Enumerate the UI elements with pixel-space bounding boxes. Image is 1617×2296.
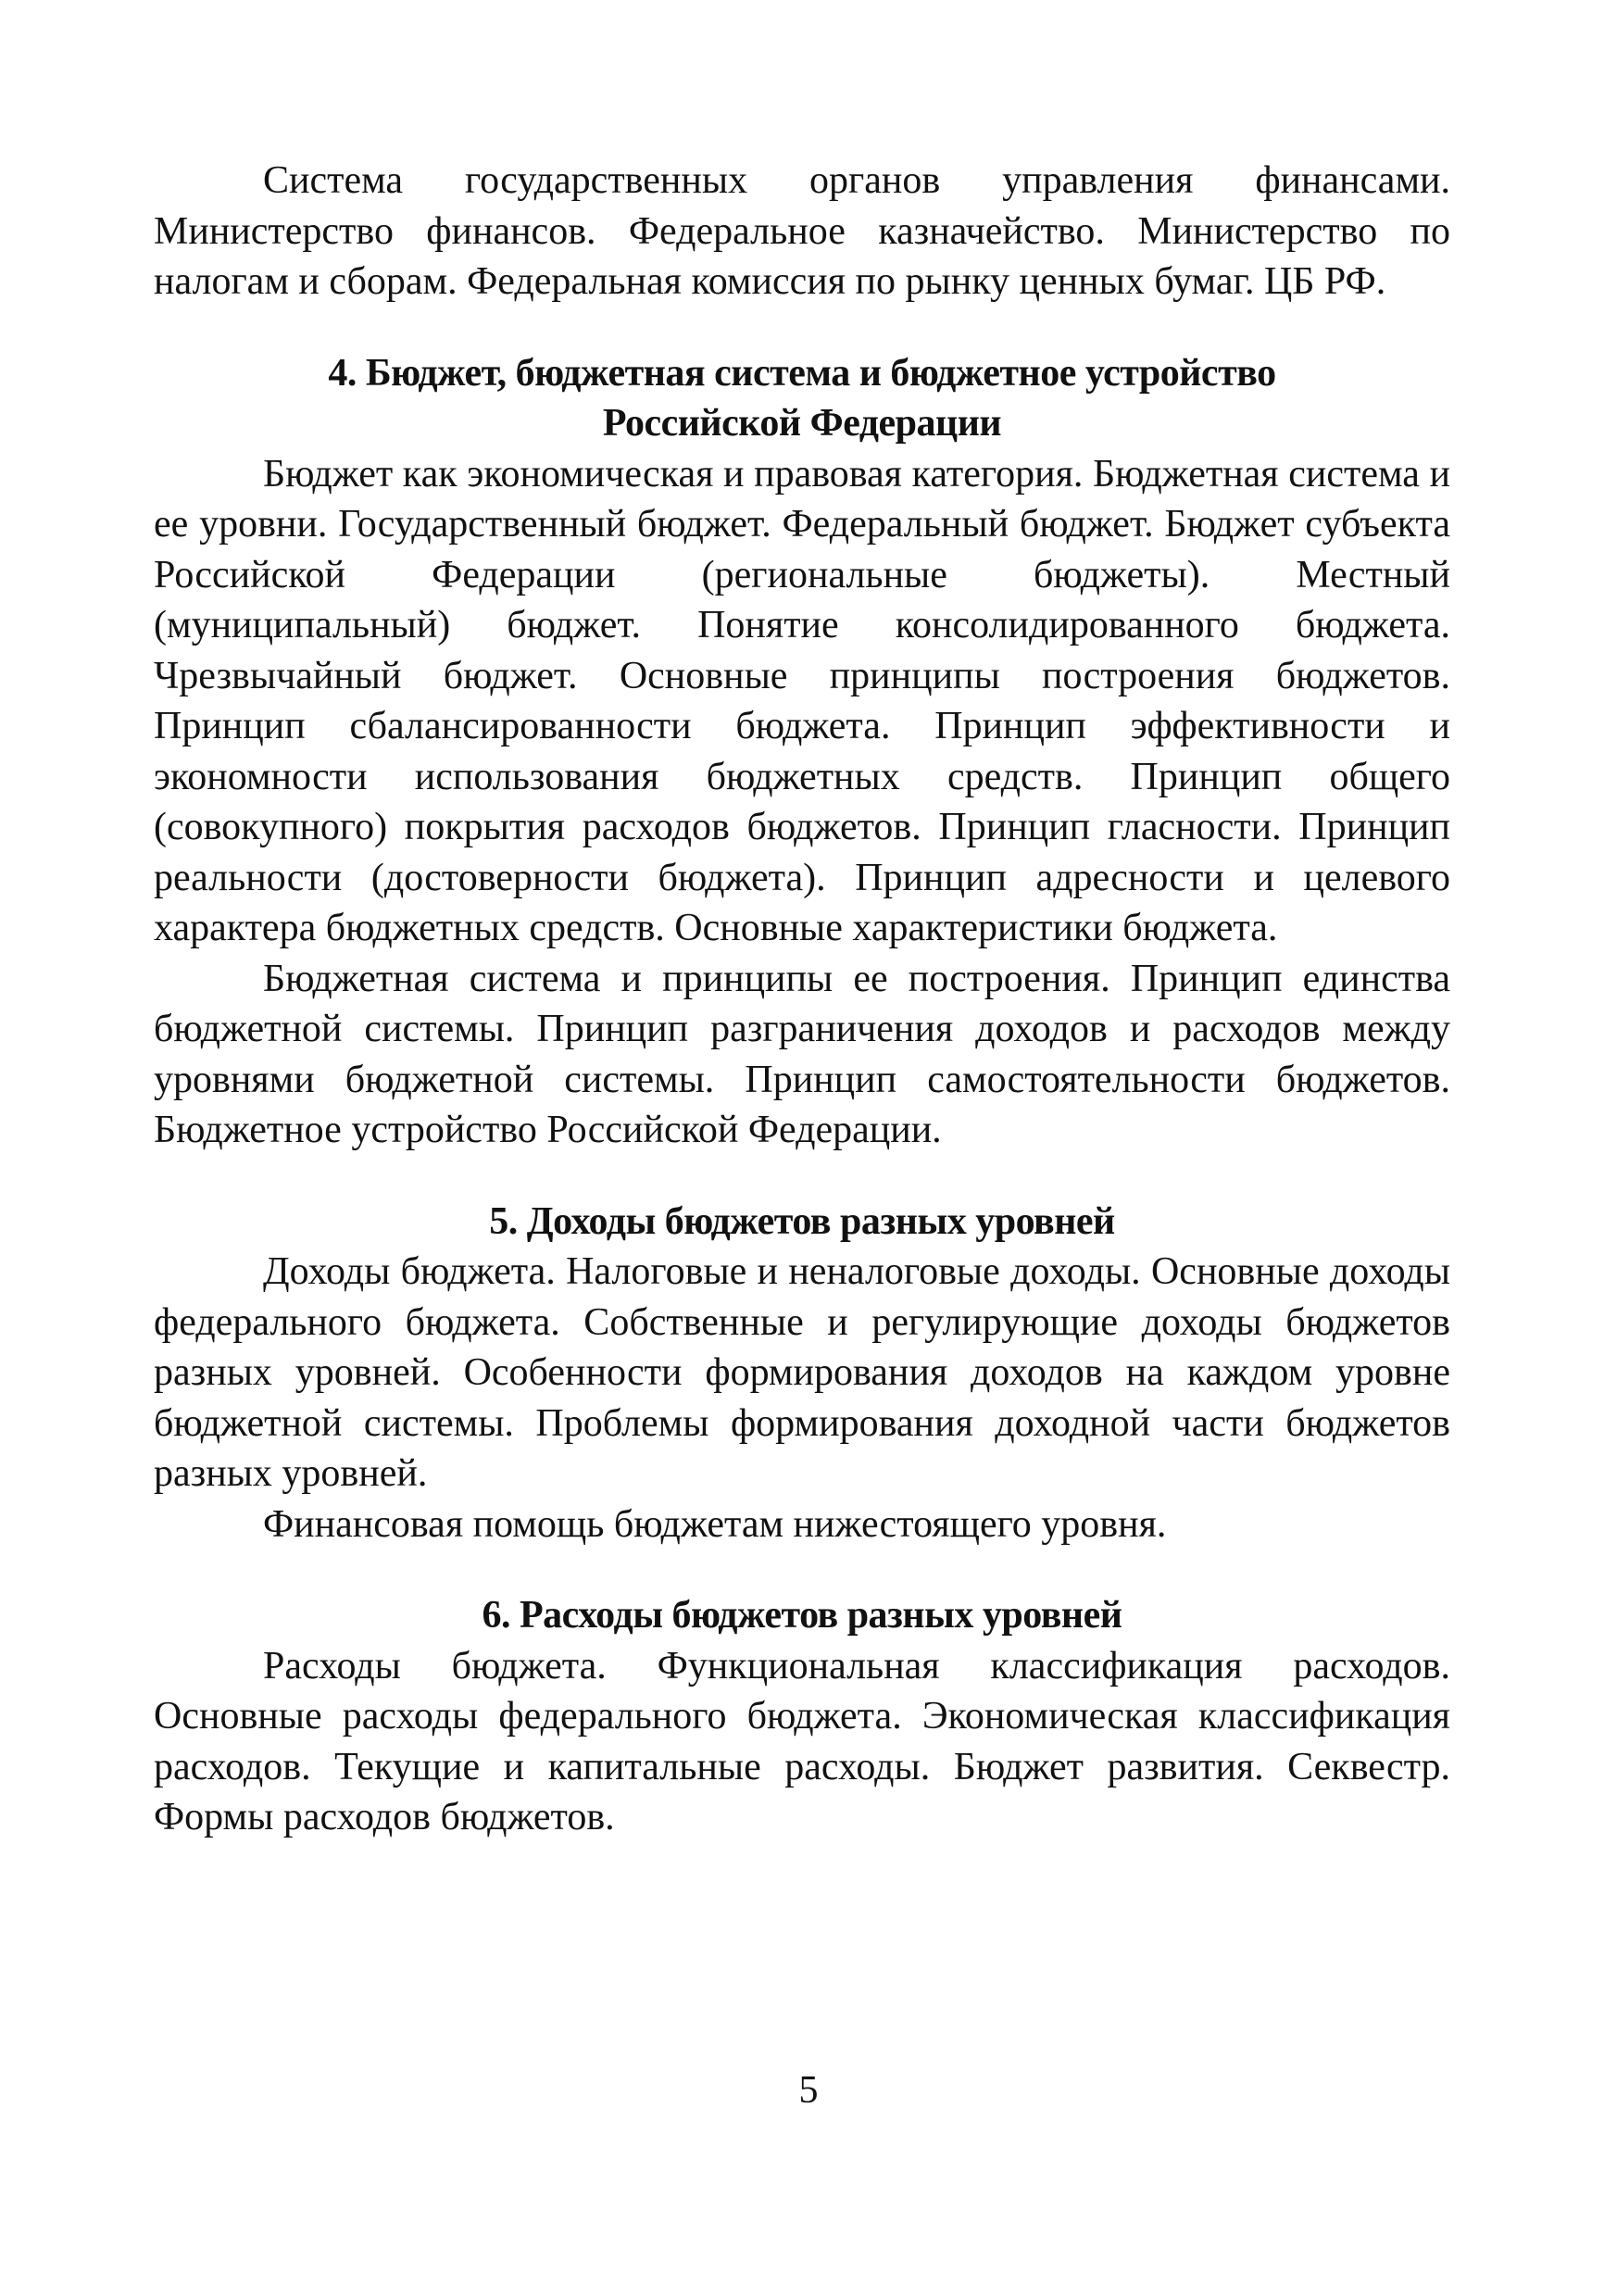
section-4-paragraph-1: Бюджет как экономическая и правовая категория. Бюджетная система и ее уровни. Государственный бюджет. Федеральный бюджет. Бюджет субъекта Российской Федерации (региональные бюджеты). Местный (муниципальный) бюджет. Понятие консолидированного бюджета. Чрезвычайный бюджет. Основные принципы построения бюджетов. Принцип сбалансированности бюджета. Принцип эффективности и экономности использования бюджетных средств. Принцип общего (совокупного) покрытия расходов бюджетов. Принцип гласности. Принцип реальности (достоверности бюджета). Принцип адресности и целевого характера бюджетных средств. Основные характеристики бюджета. xyxy=(154,452,1450,949)
section-4-heading-line-1: 4. Бюджет, бюджетная система и бюджетное устройство xyxy=(328,351,1276,395)
section-5-paragraph-1: Доходы бюджета. Налоговые и неналоговые доходы. Основные доходы федерального бюджета. Собственные и регулирующие доходы бюджетов разных уровней. Особенности формирования доходов на каждом уровне бюджетной системы. Проблемы формирования доходной части бюджетов разных уровней. xyxy=(154,1250,1450,1495)
section-5-paragraph-2: Финансовая помощь бюджетам нижестоящего уровня. xyxy=(263,1502,1167,1546)
section-6-paragraph-1: Расходы бюджета. Функциональная классификация расходов. Основные расходы федерального бюджета. Экономическая классификация расходов. Текущие и капитальные расходы. Бюджет развития. Секвестр. Формы расходов бюджетов. xyxy=(154,1644,1450,1838)
section-6-heading: 6. Расходы бюджетов разных уровней xyxy=(482,1594,1122,1637)
text-column xyxy=(154,156,1450,1843)
intro-paragraph: Система государственных органов управления финансами. Министерство финансов. Федеральное казначейство. Министерство по налогам и сборам. Федеральная комиссия по рынку ценных бумаг. ЦБ РФ. xyxy=(154,159,1450,303)
section-4-paragraph-2: Бюджетная система и принципы ее построения. Принцип единства бюджетной системы. Принцип разграничения доходов и расходов между уровнями бюджетной системы. Принцип самостоятельности бюджетов. Бюджетное устройство Российской Федерации. xyxy=(154,957,1450,1151)
page-number: 5 xyxy=(798,2069,819,2112)
section-4-heading-line-2: Российской Федерации xyxy=(602,402,1002,445)
section-5-heading: 5. Доходы бюджетов разных уровней xyxy=(489,1199,1115,1243)
section-4-heading xyxy=(154,348,1450,449)
